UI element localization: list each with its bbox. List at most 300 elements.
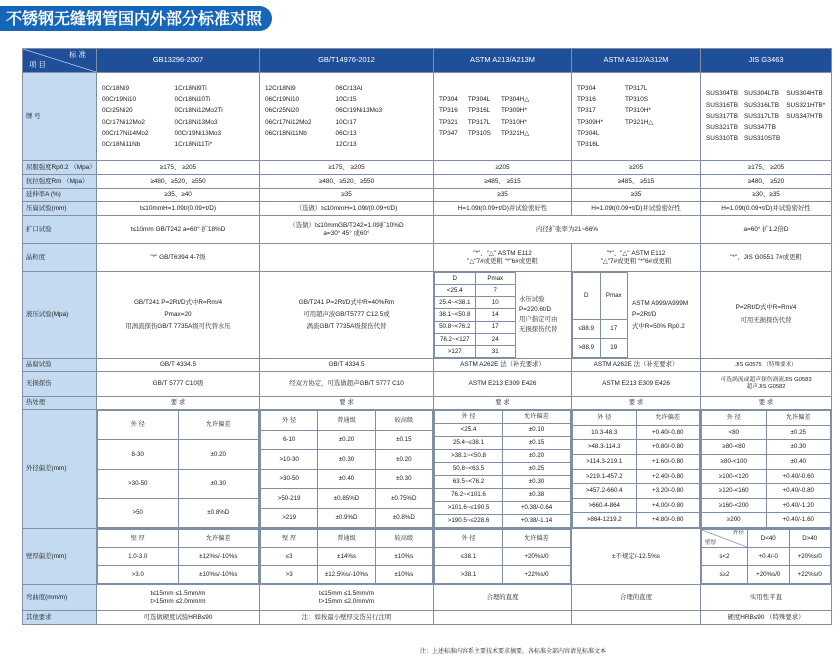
hydro-a312-row bbox=[573, 338, 628, 357]
hydro-gbt14976-line2: 可用超声波GB/T5777 C12.5或 bbox=[303, 310, 390, 318]
hydro-a312-table bbox=[572, 272, 628, 358]
table-cell: 8-30 bbox=[98, 440, 179, 469]
grade-item: TP304H△ bbox=[500, 96, 530, 104]
table-cell: ±0.85%D bbox=[318, 489, 375, 509]
bend-gb13296-line1: t≤15mm ≤1.5mm/m bbox=[150, 589, 206, 597]
hydro-a213-text: 无损探伤代替 bbox=[519, 326, 558, 334]
hydro-a312-head-pmax: Pmax bbox=[600, 273, 628, 320]
page-title-banner bbox=[0, 6, 272, 31]
standards-comparison-table bbox=[22, 48, 832, 625]
table-cell: +4.80/-0.80 bbox=[636, 513, 700, 528]
wall-jis bbox=[701, 529, 832, 585]
table-cell: ≥120-<160 bbox=[702, 484, 767, 499]
grade-item: 12Cr18Ni9 bbox=[265, 84, 296, 92]
grade-item: TP310H* bbox=[624, 107, 651, 115]
grade-column bbox=[577, 83, 603, 150]
od-a213-row bbox=[435, 424, 571, 437]
grade-item: SUS310STB bbox=[743, 135, 781, 143]
table-cell: >50-219 bbox=[261, 489, 318, 509]
table-cell: +1.60/-0.80 bbox=[636, 454, 700, 469]
wall-gbt14976-row bbox=[261, 548, 433, 566]
grade-item: 10Cr15 bbox=[335, 96, 357, 104]
table-cell: ±10%s bbox=[375, 566, 432, 584]
flare-jis: a=60° 扩1.2倍D bbox=[701, 216, 832, 244]
table-cell: s≥2 bbox=[702, 566, 748, 584]
grade-column bbox=[439, 94, 458, 139]
wall-gb13296-row bbox=[98, 548, 259, 566]
grade-item: SUS321TB bbox=[706, 124, 738, 132]
table-cell: 76.2~<101.6 bbox=[435, 489, 503, 502]
grade-item: SUS304TB bbox=[706, 90, 738, 98]
grade-item: 0Cr18Ni9 bbox=[102, 84, 129, 92]
table-cell: >190.5~≤228.6 bbox=[435, 515, 503, 528]
label-yield: 屈服强度Rp0.2 （Mpa） bbox=[23, 161, 97, 175]
tensile-gbt14976: ≥480、≥520、≥550 bbox=[260, 175, 434, 189]
grade-item: 00Cr19Ni10 bbox=[102, 96, 137, 104]
grade-column bbox=[468, 94, 491, 139]
table-cell: ≤3 bbox=[261, 548, 318, 566]
od-a213-row bbox=[435, 515, 571, 528]
table-cell: +0.40/-1.60 bbox=[766, 513, 831, 528]
table-cell: >88.9 bbox=[573, 338, 601, 357]
table-cell: 17 bbox=[600, 319, 628, 338]
table-cell: +0.4/-0 bbox=[748, 548, 790, 566]
row-od bbox=[23, 410, 832, 529]
table-cell: >38.1 bbox=[435, 566, 503, 584]
corner-standard-label: 标 准 bbox=[69, 50, 86, 59]
table-cell: ±0.10 bbox=[503, 424, 571, 437]
table-cell: 10.3-48.3 bbox=[573, 425, 637, 440]
od-jis-row-head bbox=[702, 411, 831, 426]
table-cell: 76.2~<127 bbox=[435, 333, 476, 345]
flare-a213-a312: 内径扩张率为21~66% bbox=[434, 216, 701, 244]
grade-item: 06Cr13Al bbox=[335, 84, 363, 92]
row-corrosion bbox=[23, 359, 832, 372]
table-cell: ±0.8%D bbox=[178, 498, 259, 527]
grade-column bbox=[744, 88, 780, 144]
label-od: 外径偏差(mm) bbox=[23, 410, 97, 529]
table-cell: ±0.30 bbox=[318, 450, 375, 470]
grade-item: 0Cr25Ni20 bbox=[102, 107, 133, 115]
flare-gb13296: t≤10mm GB/T242 a=60° 扩18%D bbox=[97, 216, 260, 244]
grades-gb13296 bbox=[97, 73, 260, 161]
hydro-a312 bbox=[572, 272, 701, 359]
table-header-cell: 允许偏差 bbox=[178, 530, 259, 548]
grade-item: 0Cr18Ni10Ti bbox=[174, 96, 211, 104]
hydro-gbt14976-line3: 涡流GB/T 7735A级探伤代替 bbox=[306, 323, 387, 331]
grade-item: 00Cr17Ni14Mo2 bbox=[102, 129, 149, 137]
label-grain: 晶粒度 bbox=[23, 244, 97, 272]
table-cell: ±0.40 bbox=[318, 469, 375, 489]
od-a213-row bbox=[435, 450, 571, 463]
table-cell: 10 bbox=[475, 297, 516, 309]
corrosion-gbt14976: GB/T 4334.5 bbox=[260, 359, 434, 372]
flare-gbt14976-line1: （选做）t≤10mmGB/T242=1.09扩10%D bbox=[289, 221, 404, 229]
row-grades bbox=[23, 73, 832, 161]
table-cell: ±0.30 bbox=[503, 476, 571, 489]
tensile-a312: ≥485、 ≥515 bbox=[572, 175, 701, 189]
od-gbt14976-row bbox=[261, 508, 433, 528]
table-cell: +4.00/-0.80 bbox=[636, 498, 700, 513]
yield-a213: ≥205 bbox=[434, 161, 572, 175]
yield-gbt14976: ≥175、 ≥205 bbox=[260, 161, 434, 175]
grade-item: SUS347TB bbox=[743, 124, 776, 132]
elong-a312: ≥35 bbox=[572, 189, 701, 202]
hydro-a312-text: P=2Rt/D bbox=[632, 311, 657, 319]
grade-item: 06Cr17Ni12Mo2 bbox=[265, 118, 312, 126]
hydro-a213-head-pmax: Pmax bbox=[475, 273, 516, 285]
label-ndt: 无损探伤 bbox=[23, 372, 97, 397]
grade-item: 10Cr17 bbox=[335, 118, 357, 126]
flare-gbt14976-line2: a=30° 45° 或60° bbox=[323, 229, 370, 237]
hydro-a213-row bbox=[435, 297, 516, 309]
table-cell: >457.2-660.4 bbox=[573, 484, 637, 499]
table-header-cell: 外 径 bbox=[573, 411, 637, 426]
tensile-gb13296: ≥480、≥520、≥550 bbox=[97, 175, 260, 189]
table-cell: >30-50 bbox=[98, 469, 179, 498]
wall-gb13296-row bbox=[98, 566, 259, 584]
table-header-cell: 外 径 bbox=[435, 530, 503, 548]
table-cell: 24 bbox=[475, 333, 516, 345]
grade-item: TP317L bbox=[624, 84, 648, 92]
table-cell: 50.8~<76.2 bbox=[435, 321, 476, 333]
od-jis-row bbox=[702, 513, 831, 528]
table-cell: <25.4 bbox=[435, 424, 503, 437]
label-flattening: 压扁试验(mm) bbox=[23, 202, 97, 216]
table-cell: ±0.30 bbox=[375, 469, 432, 489]
heat-a312: 要 求 bbox=[572, 397, 701, 410]
table-cell: +0.38/-0.64 bbox=[503, 502, 571, 515]
od-jis-row bbox=[702, 440, 831, 455]
table-cell: >864-1219.2 bbox=[573, 513, 637, 528]
grain-a213 bbox=[434, 244, 572, 272]
od-a312-row-head bbox=[573, 411, 700, 426]
grade-item: 06Cr25Ni20 bbox=[265, 107, 300, 115]
ndt-gbt14976: 经双方协定，可选做超声GB/T 5777 C10 bbox=[260, 372, 434, 397]
hydro-a213-row bbox=[435, 345, 516, 357]
table-cell: 14 bbox=[475, 309, 516, 321]
od-a312-row bbox=[573, 469, 700, 484]
grade-item: TP347 bbox=[439, 129, 458, 137]
header-a312: ASTM A312/A312M bbox=[572, 49, 701, 73]
grade-item: 06Cr19Ni13Mo3 bbox=[335, 107, 383, 115]
elong-gbt14976: ≥35 bbox=[260, 189, 434, 202]
bend-jis: 实用性平直 bbox=[701, 585, 832, 611]
heat-jis: 要 求 bbox=[701, 397, 832, 410]
grade-item: TP316 bbox=[577, 96, 596, 104]
table-cell: >101.6~≤190.5 bbox=[435, 502, 503, 515]
table-cell: ≥80-<100 bbox=[702, 454, 767, 469]
table-cell: ±0.25 bbox=[503, 463, 571, 476]
corrosion-gb13296: GB/T 4334.5 bbox=[97, 359, 260, 372]
hydro-a213-head-d: D bbox=[435, 273, 476, 285]
grade-item: 06Cr18Ni11Nb bbox=[265, 129, 307, 137]
table-cell: <25.4 bbox=[435, 285, 476, 297]
row-bend bbox=[23, 585, 832, 611]
grain-a312 bbox=[572, 244, 701, 272]
grades-jis bbox=[701, 73, 832, 161]
row-ndt bbox=[23, 372, 832, 397]
od-gb13296-row bbox=[98, 469, 259, 498]
grain-gb13296: "*" GB/T6394 4-7级 bbox=[97, 244, 260, 272]
od-a312-row bbox=[573, 454, 700, 469]
hydro-gb13296-line2: Pmax=20 bbox=[164, 310, 192, 318]
od-gbt14976-row bbox=[261, 489, 433, 509]
grade-item: SUS347HTB bbox=[786, 112, 823, 120]
grade-item: SUS304HTB bbox=[786, 90, 823, 98]
grade-item: TP316L bbox=[577, 140, 600, 148]
table-cell: ±12.5%s/-10%s bbox=[318, 566, 375, 584]
od-gbt14976-row bbox=[261, 450, 433, 470]
grade-column bbox=[625, 83, 653, 150]
heat-gb13296: 要 求 bbox=[97, 397, 260, 410]
wall-gb13296 bbox=[97, 529, 260, 585]
hydro-a213-text: 水压试验 bbox=[519, 295, 545, 303]
flatten-jis: H=1.09t(0.09+t/D)并试验密好性 bbox=[701, 202, 832, 216]
grades-a312 bbox=[572, 73, 701, 161]
flatten-gbt14976: （选做）t≤10mmH=1.09t/(0.09+t/D) bbox=[260, 202, 434, 216]
header-gbt14976: GB/T14976-2012 bbox=[260, 49, 434, 73]
table-cell: +0.40/-0.80 bbox=[766, 484, 831, 499]
table-cell: ≥200 bbox=[702, 513, 767, 528]
table-header-cell: 允许偏差 bbox=[636, 411, 700, 426]
row-heat bbox=[23, 397, 832, 410]
ndt-jis-line1: 可选涡流或超声探伤涡流JIS G0583 bbox=[720, 377, 812, 384]
row-flattening bbox=[23, 202, 832, 216]
row-elongation bbox=[23, 189, 832, 202]
table-cell: >660.4-864 bbox=[573, 498, 637, 513]
hydro-gb13296 bbox=[97, 272, 260, 359]
flare-gbt14976 bbox=[260, 216, 434, 244]
header-gb13296: GB13296-2007 bbox=[97, 49, 260, 73]
grade-item: TP317L bbox=[467, 118, 491, 126]
grade-item: TP316L bbox=[467, 107, 491, 115]
table-header-cell: 外 径 bbox=[702, 411, 767, 426]
header-row bbox=[23, 49, 832, 73]
table-cell: ±0.8%D bbox=[375, 508, 432, 528]
hydro-a213-table bbox=[434, 272, 516, 358]
od-gb13296-row bbox=[98, 440, 259, 469]
od-jis-row bbox=[702, 498, 831, 513]
od-a312-row bbox=[573, 425, 700, 440]
label-hydro: 液压试验(Mpa) bbox=[23, 272, 97, 359]
grade-item: TP317 bbox=[577, 107, 596, 115]
table-cell: >50 bbox=[98, 498, 179, 527]
table-cell: ±10%s/-10%s bbox=[178, 566, 259, 584]
table-cell: ≤88.9 bbox=[573, 319, 601, 338]
grade-item: TP321 bbox=[439, 118, 458, 126]
corrosion-jis: JIS G0575 （特殊要求） bbox=[701, 359, 832, 372]
od-a213-row bbox=[435, 437, 571, 450]
corner-item-label: 项 目 bbox=[29, 60, 46, 70]
grade-column bbox=[175, 83, 223, 150]
corrosion-a312: ASTM A262E 法（补充要求） bbox=[572, 359, 701, 372]
row-wall bbox=[23, 529, 832, 585]
hydro-a213-row bbox=[435, 285, 516, 297]
wall-gbt14976 bbox=[260, 529, 434, 585]
flatten-a213: H=1.09t(0.09+t/D)并试验密好性 bbox=[434, 202, 572, 216]
hydro-a312-head-d: D bbox=[573, 273, 601, 320]
grade-column bbox=[336, 83, 383, 150]
other-a213 bbox=[434, 611, 572, 625]
grade-item: 0Cr18Ni12Mo2Ti bbox=[174, 107, 223, 115]
yield-a312: ≥205 bbox=[572, 161, 701, 175]
table-cell: >30-50 bbox=[261, 469, 318, 489]
grade-item: SUS317TB bbox=[706, 112, 738, 120]
table-cell: 63.5~<76.2 bbox=[435, 476, 503, 489]
hydro-a312-row bbox=[573, 319, 628, 338]
bend-a312: 合理的直度 bbox=[572, 585, 701, 611]
table-cell: ±0.20 bbox=[375, 450, 432, 470]
table-cell: 25.4~≤38.1 bbox=[435, 437, 503, 450]
yield-gb13296: ≥175、 ≥205 bbox=[97, 161, 260, 175]
label-grades: 牌 号 bbox=[23, 73, 97, 161]
table-cell: 6-10 bbox=[261, 430, 318, 450]
table-cell: >38.1~<50.8 bbox=[435, 450, 503, 463]
table-cell: ±0.40 bbox=[766, 454, 831, 469]
grade-item: SUS316LTB bbox=[743, 101, 780, 109]
table-header-cell: 允许偏差 bbox=[178, 411, 259, 440]
table-cell: ≥160-<200 bbox=[702, 498, 767, 513]
grade-item: 12Cr13 bbox=[335, 140, 357, 148]
table-cell: ±0.15 bbox=[503, 437, 571, 450]
other-a312 bbox=[572, 611, 701, 625]
od-a213-row bbox=[435, 463, 571, 476]
od-gbt14976-row bbox=[261, 469, 433, 489]
grade-item: 1Cr18Ni9Ti bbox=[174, 84, 207, 92]
header-corner bbox=[23, 49, 97, 73]
grade-item: SUS321HTB* bbox=[786, 101, 826, 109]
row-grain bbox=[23, 244, 832, 272]
grade-item: TP309H* bbox=[500, 107, 527, 115]
hydro-a213-text: P=220.6t/D bbox=[519, 305, 552, 313]
od-jis-row bbox=[702, 469, 831, 484]
tensile-jis: ≥480、 ≥520 bbox=[701, 175, 832, 189]
ndt-jis-line2: 超声JIS G0582 bbox=[746, 384, 786, 390]
tensile-a213: ≥485、 ≥515 bbox=[434, 175, 572, 189]
table-cell: +20%s/0 bbox=[789, 548, 831, 566]
grain-gbt14976 bbox=[260, 244, 434, 272]
table-cell: s<2 bbox=[702, 548, 748, 566]
table-header-cell: 较高级 bbox=[375, 530, 432, 548]
od-gb13296 bbox=[97, 410, 260, 529]
wall-jis-table bbox=[701, 529, 831, 584]
table-cell: ±0.9%D bbox=[318, 508, 375, 528]
grade-item: TP304L bbox=[577, 129, 600, 137]
table-cell: >114.3-219.1 bbox=[573, 454, 637, 469]
table-cell: 25.4~<38.1 bbox=[435, 297, 476, 309]
page-title: 不锈钢无缝钢管国内外部分标准对照 bbox=[6, 9, 263, 28]
hydro-a213-row bbox=[435, 333, 516, 345]
bend-gbt14976-line2: t>15mm ≤2.0mm/m bbox=[318, 597, 375, 605]
ndt-a213: ASTM E213 E309 E426 bbox=[434, 372, 572, 397]
label-elongation: 延伸率A (%) bbox=[23, 189, 97, 202]
table-cell: ±0.30 bbox=[178, 469, 259, 498]
corrosion-a213: ASTM A262E 法（补充要求） bbox=[434, 359, 572, 372]
od-a312-row bbox=[573, 484, 700, 499]
hydro-jis-text: P=2Rt/D式中R=Rm/4 bbox=[735, 304, 797, 312]
table-cell: +20%s/0 bbox=[748, 566, 790, 584]
wall-jis-head-c1: D<40 bbox=[748, 530, 790, 548]
od-a213-row bbox=[435, 502, 571, 515]
table-cell: ±14%s bbox=[318, 548, 375, 566]
heat-gbt14976: 要 求 bbox=[260, 397, 434, 410]
grade-column bbox=[501, 94, 529, 139]
od-gb13296-row bbox=[98, 498, 259, 527]
table-cell: +22%s/0 bbox=[789, 566, 831, 584]
od-gbt14976-row bbox=[261, 430, 433, 450]
hydro-gbt14976-line1: GB/T241 P=2Rt/D式中R=40%Rm bbox=[298, 298, 395, 306]
table-cell: 38.1~<50.8 bbox=[435, 309, 476, 321]
other-gbt14976: 注：如按最小壁厚交货另行注明 bbox=[260, 611, 434, 625]
grade-column bbox=[265, 83, 312, 150]
table-cell: 50.8~<63.5 bbox=[435, 463, 503, 476]
hydro-a312-text: ASTM A999/A999M bbox=[632, 299, 689, 307]
table-cell: 19 bbox=[600, 338, 628, 357]
row-tensile bbox=[23, 175, 832, 189]
table-header-cell: 外 径 bbox=[261, 411, 318, 431]
grade-item: TP310S bbox=[467, 129, 491, 137]
table-header-cell: 普通级 bbox=[318, 530, 375, 548]
grain-jis: "*"、JIS G0551 7#或更粗 bbox=[701, 244, 832, 272]
elong-jis: ≥30、≥35 bbox=[701, 189, 832, 202]
table-header-cell: 外 径 bbox=[435, 411, 503, 424]
table-cell: ±0.20 bbox=[318, 430, 375, 450]
header-a213: ASTM A213/A213M bbox=[434, 49, 572, 73]
table-cell: 17 bbox=[475, 321, 516, 333]
table-header-cell: 较高级 bbox=[375, 411, 432, 431]
label-bend: 弯曲度(mm/m) bbox=[23, 585, 97, 611]
label-other: 其他要求 bbox=[23, 611, 97, 625]
table-cell: >48.3-114.3 bbox=[573, 440, 637, 455]
table-header-cell: 允许偏差 bbox=[503, 530, 571, 548]
od-jis-row bbox=[702, 425, 831, 440]
wall-a213-row bbox=[435, 548, 571, 566]
grade-item: TP304L bbox=[467, 96, 491, 104]
table-cell: ±0.25 bbox=[766, 425, 831, 440]
grain-a213-line1: "*"、"△" ASTM E112 bbox=[473, 249, 532, 257]
footnote: 注：上述标准内容系主要技术要求摘要，各标准全部内容请见标准文本 bbox=[420, 649, 607, 655]
table-cell: ±0.15 bbox=[375, 430, 432, 450]
table-cell: <80 bbox=[702, 425, 767, 440]
grade-column bbox=[786, 88, 825, 144]
other-gb13296: 可选做硬度试验HRB≤90 bbox=[97, 611, 260, 625]
ndt-gb13296: GB/T 5777 C10级 bbox=[97, 372, 260, 397]
wall-a312: ±不规定/-12.5%s bbox=[572, 529, 701, 585]
table-cell: +0.40/-1.20 bbox=[766, 498, 831, 513]
od-jis-row bbox=[702, 454, 831, 469]
wall-a213-row-head bbox=[435, 530, 571, 548]
od-a213-row-head bbox=[435, 411, 571, 424]
label-flaring: 扩口试验 bbox=[23, 216, 97, 244]
od-a312-row bbox=[573, 513, 700, 528]
table-cell: ±0.20 bbox=[503, 450, 571, 463]
table-header-cell: 允许偏差 bbox=[503, 411, 571, 424]
table-header-cell: 壁 厚 bbox=[98, 530, 179, 548]
od-jis-row bbox=[702, 484, 831, 499]
grade-item: TP316 bbox=[439, 107, 458, 115]
table-cell: +22%s/0 bbox=[503, 566, 571, 584]
wall-gb13296-row-head bbox=[98, 530, 259, 548]
row-flaring bbox=[23, 216, 832, 244]
grade-item: 06Cr19Ni10 bbox=[265, 96, 300, 104]
hydro-a312-text: 式中R=50% Rp0.2 bbox=[632, 322, 685, 330]
od-a213 bbox=[434, 410, 572, 529]
table-cell: 31 bbox=[475, 345, 516, 357]
od-gb13296-row-head bbox=[98, 411, 259, 440]
label-heat: 热处理 bbox=[23, 397, 97, 410]
table-cell: +20%s/0 bbox=[503, 548, 571, 566]
